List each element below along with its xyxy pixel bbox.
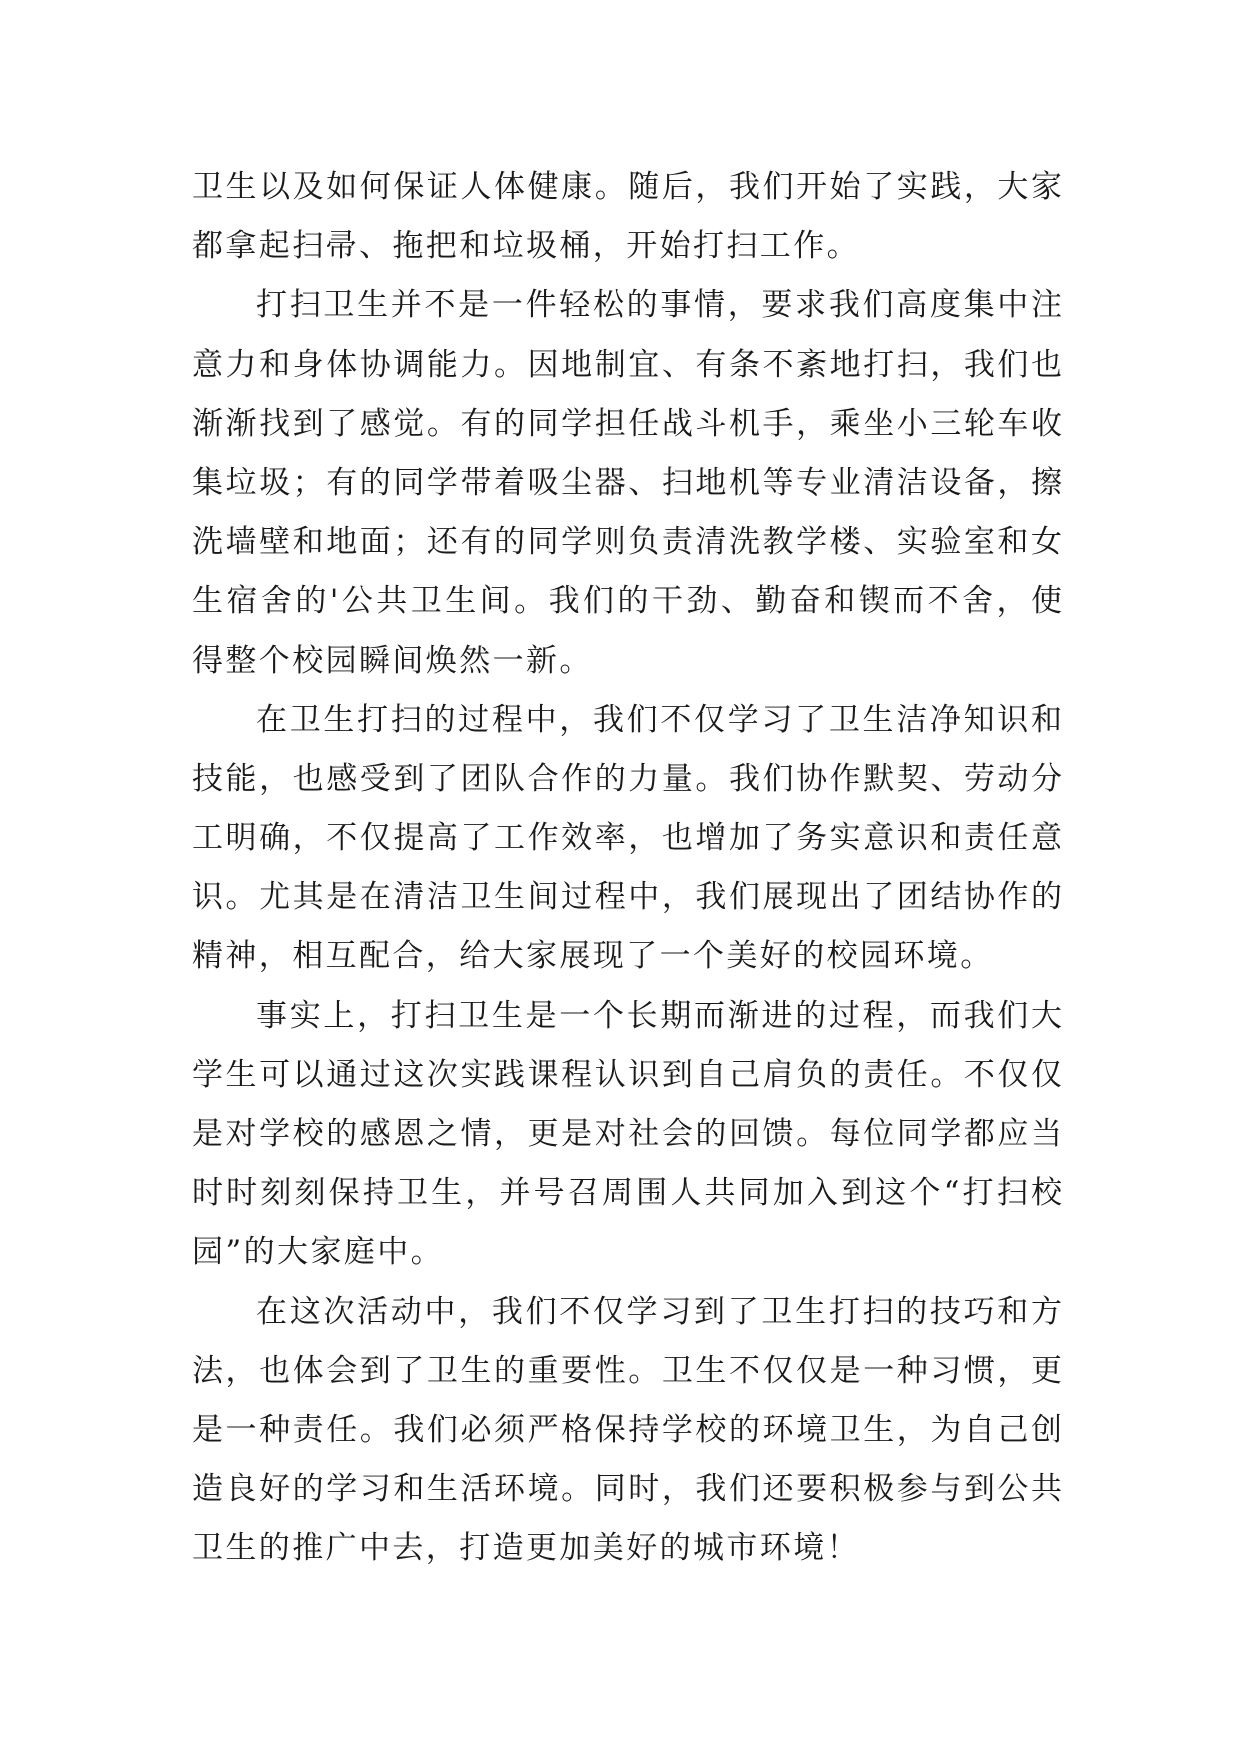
text-line: 园”的大家庭中。 [192, 1234, 445, 1271]
text-line: 造良好的学习和生活环境。同时，我们还要积极参与到公共 [192, 1471, 1062, 1508]
text-line: 识。尤其是在清洁卫生间过程中，我们展现出了团结协作的 [192, 879, 1062, 916]
text-line: 在卫生打扫的过程中，我们不仅学习了卫生洁净知识和 [256, 701, 1062, 738]
text-line: 卫生以及如何保证人体健康。随后，我们开始了实践，大家 [192, 169, 1062, 205]
text-line: 洗墙壁和地面；还有的同学则负责清洗教学楼、实验室和女 [192, 524, 1062, 561]
text-line: 学生可以通过这次实践课程认识到自己肩负的责任。不仅仅 [192, 1056, 1062, 1093]
text-line: 时时刻刻保持卫生，并号召周围人共同加入到这个“打扫校 [192, 1175, 1062, 1212]
text-line: 事实上，打扫卫生是一个长期而渐进的过程，而我们大 [256, 997, 1062, 1034]
document-body [192, 158, 1062, 1579]
text-line: 都拿起扫帚、拖把和垃圾桶，开始打扫工作。 [192, 228, 860, 265]
text-line: 精神，相互配合，给大家展现了一个美好的校园环境。 [192, 938, 994, 975]
text-line: 法，也体会到了卫生的重要性。卫生不仅仅是一种习惯，更 [192, 1352, 1062, 1389]
text-line: 生宿舍的'公共卫生间。我们的干劲、勤奋和锲而不舍，使 [192, 583, 1062, 620]
text-line: 打扫卫生并不是一件轻松的事情，要求我们高度集中注 [256, 287, 1062, 324]
text-line: 卫生的推广中去，打造更加美好的城市环境！ [192, 1530, 860, 1567]
text-line: 集垃圾；有的同学带着吸尘器、扫地机等专业清洁设备，擦 [192, 464, 1062, 501]
text-line: 是一种责任。我们必须严格保持学校的环境卫生，为自己创 [192, 1411, 1062, 1448]
text-line: 得整个校园瞬间焕然一新。 [192, 642, 593, 679]
text-line: 意力和身体协调能力。因地制宜、有条不紊地打扫，我们也 [192, 346, 1062, 383]
text-line: 是对学校的感恩之情，更是对社会的回馈。每位同学都应当 [192, 1116, 1062, 1152]
text-line: 技能，也感受到了团队合作的力量。我们协作默契、劳动分 [192, 760, 1062, 797]
text-line: 渐渐找到了感觉。有的同学担任战斗机手，乘坐小三轮车收 [192, 405, 1062, 442]
text-line: 在这次活动中，我们不仅学习到了卫生打扫的技巧和方 [256, 1293, 1062, 1330]
text-line: 工明确，不仅提高了工作效率，也增加了务实意识和责任意 [192, 820, 1062, 857]
